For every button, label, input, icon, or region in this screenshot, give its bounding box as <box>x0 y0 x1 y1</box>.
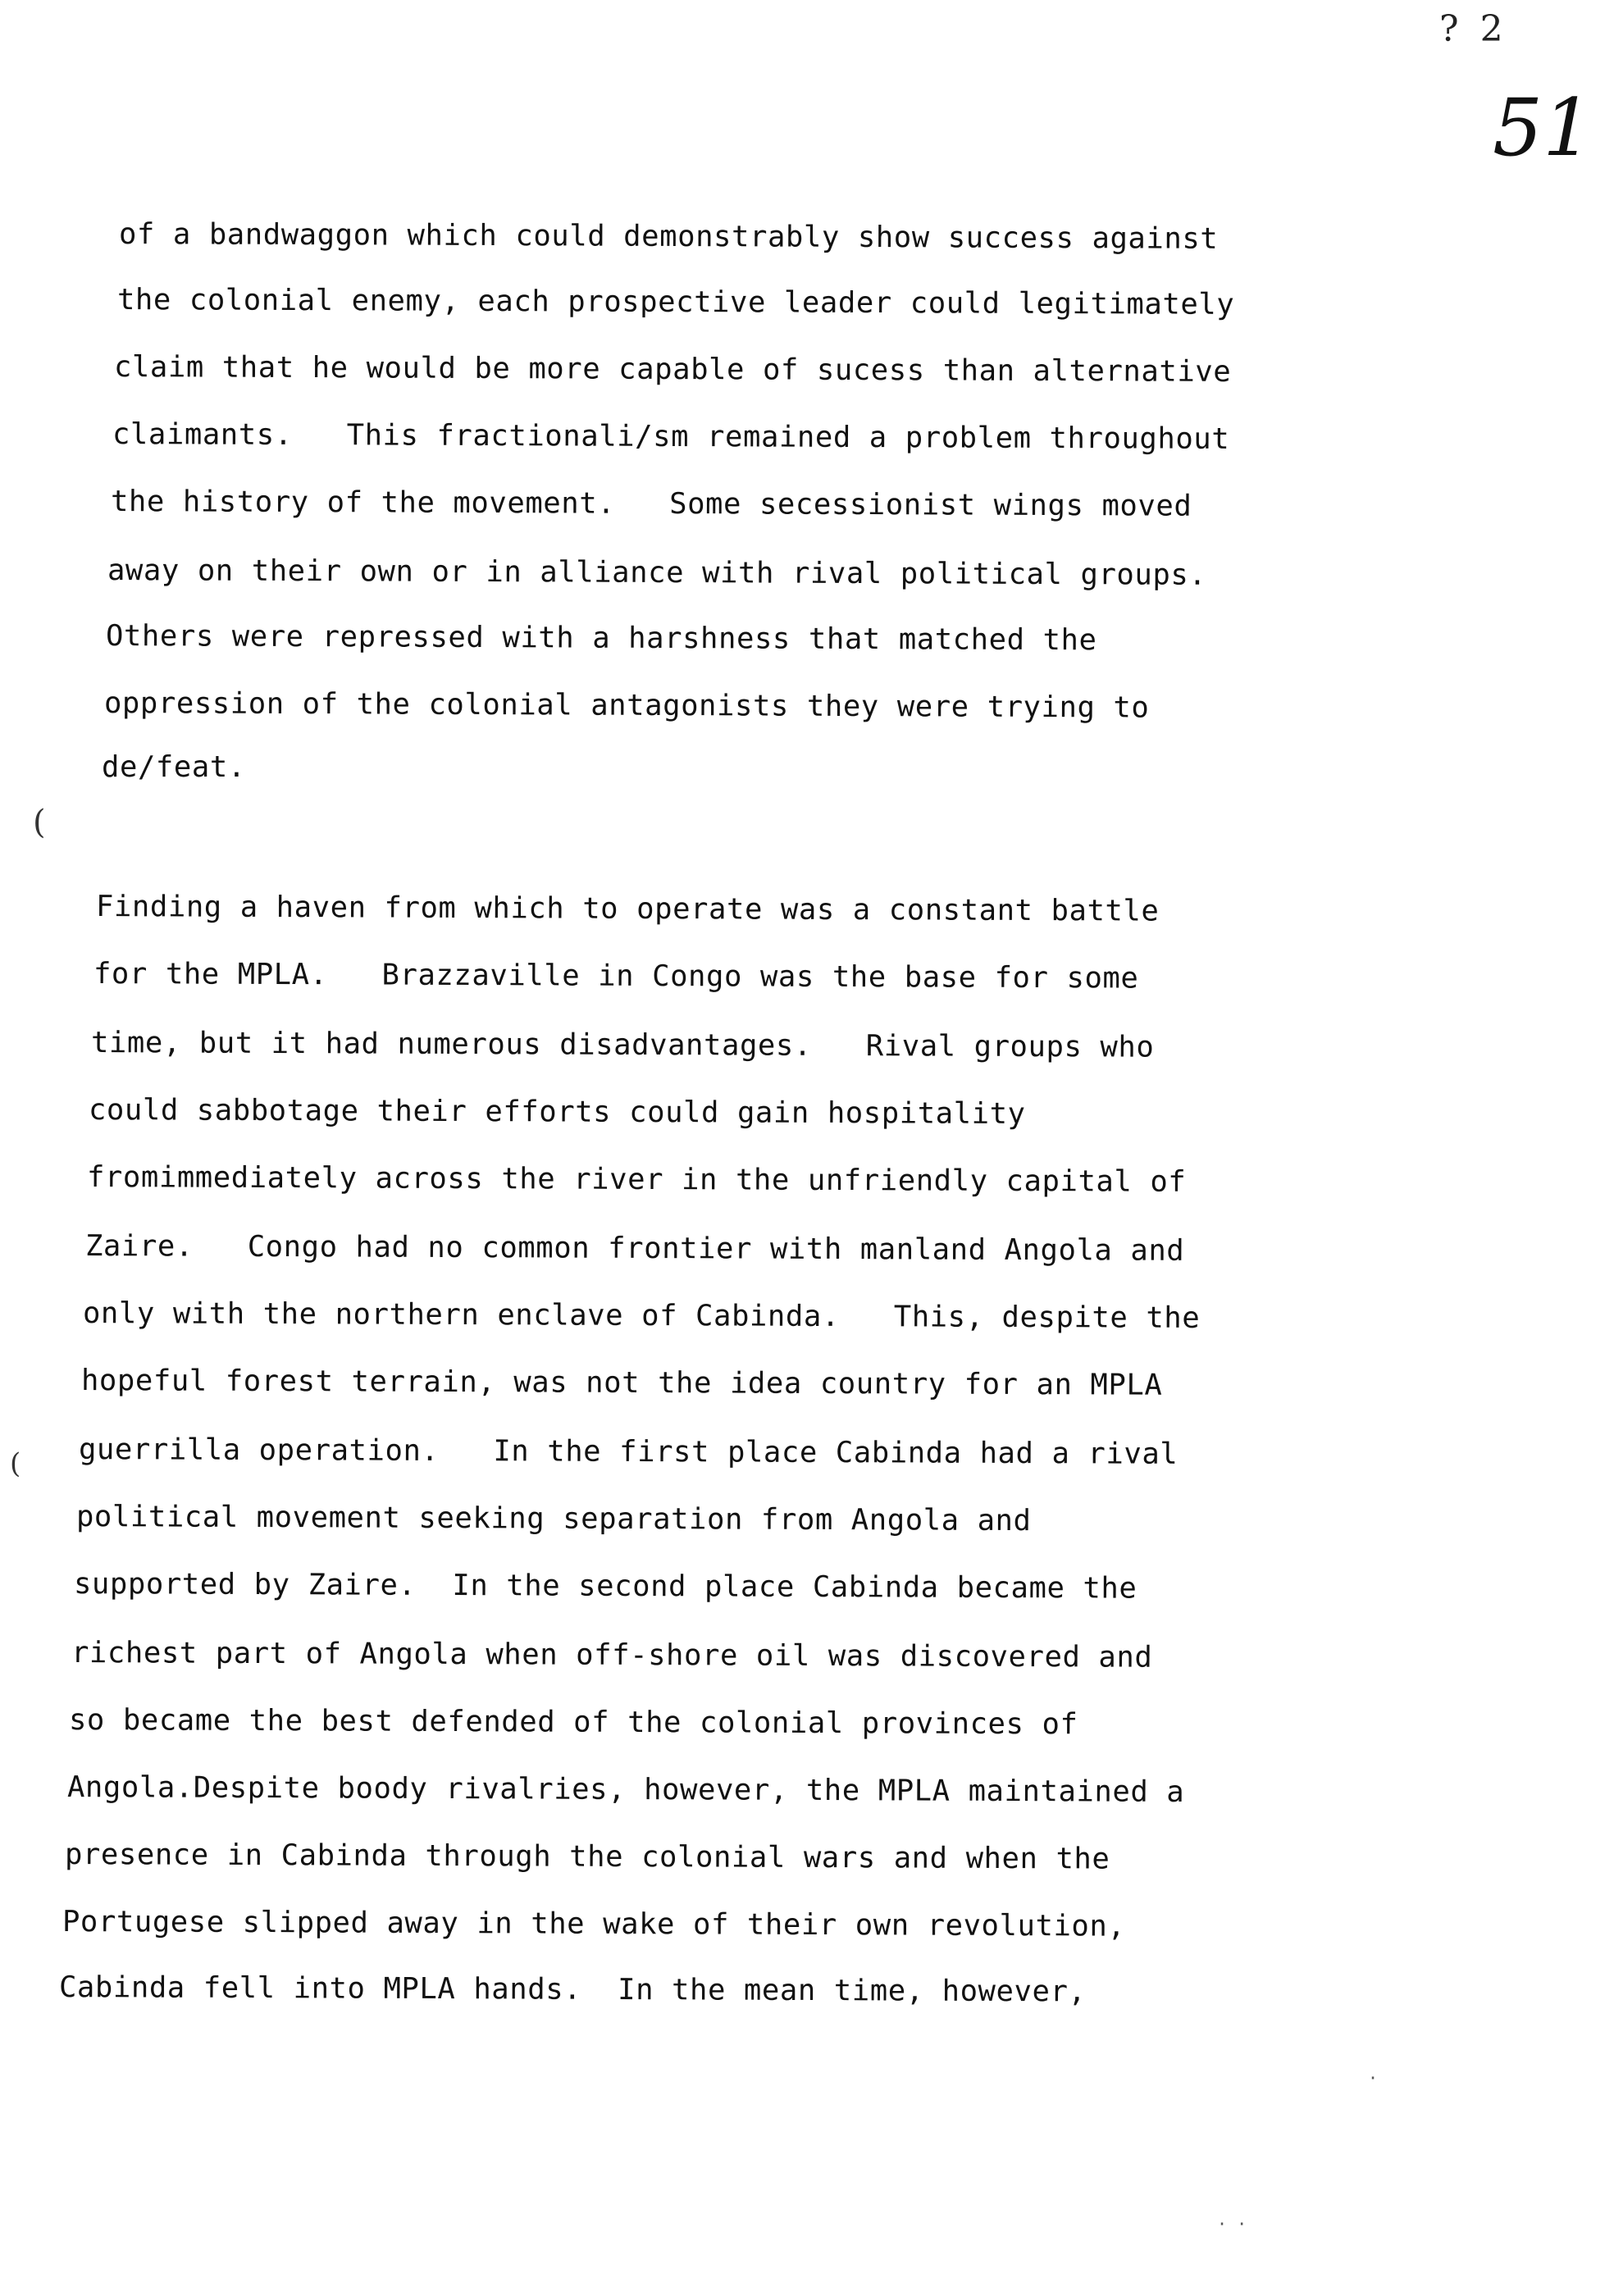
text-line: fromimmediately across the river in the unfriendly capital of <box>86 1160 1187 1199</box>
text-line: de/feat. <box>102 750 246 784</box>
text-line: so became the best defended of the colonial provinces of <box>68 1703 1078 1742</box>
text-line: presence in Cabinda through the colonial wars and when the <box>64 1838 1110 1876</box>
text-line: the colonial enemy, each prospective leader could legitimately <box>116 283 1235 321</box>
text-line: richest part of Angola when off-shore oil was discovered and <box>71 1636 1153 1674</box>
text-line: Zaire. Congo had no common frontier with manland Angola and <box>84 1229 1185 1268</box>
scan-speck: · <box>1368 2068 1379 2088</box>
text-line: of a bandwaggon which could demonstrably show success against <box>118 217 1219 256</box>
text-line: political movement seeking separation from Angola and <box>75 1500 1032 1538</box>
text-line: Angola.Despite boody rivalries, however, the MPLA maintained a <box>66 1770 1185 1809</box>
text-line: Finding a haven from which to operate was a constant battle <box>95 890 1160 928</box>
text-line: Cabinda fell into MPLA hands. In the mean time, however, <box>58 1970 1087 2009</box>
text-line: for the MPLA. Brazzaville in Congo was the base for some <box>93 957 1139 995</box>
margin-bracket-mark: ( <box>33 804 46 841</box>
text-line: supported by Zaire. In the second place Cabinda became the <box>73 1567 1138 1606</box>
handwritten-top-mark: ? 2 <box>1439 8 1508 50</box>
text-line: hopeful forest terrain, was not the idea country for an MPLA <box>80 1364 1163 1402</box>
scan-speck: · · <box>1217 2214 1247 2234</box>
text-line: Portugese slipped away in the wake of their own revolution, <box>62 1905 1126 1943</box>
text-line: claim that he would be more capable of sucess than alternative <box>113 350 1232 389</box>
text-line: only with the northern enclave of Cabinda. This, despite the <box>82 1296 1201 1335</box>
text-line: time, but it had numerous disadvantages. Rival groups who <box>90 1026 1155 1064</box>
margin-bracket-mark: ( <box>10 1447 21 1480</box>
text-line: could sabbotage their efforts could gain hospitality <box>88 1093 1026 1131</box>
text-line: guerrilla operation. In the first place Cabinda had a rival <box>78 1433 1179 1471</box>
text-line: the history of the movement. Some secessionist wings moved <box>110 485 1192 523</box>
text-line: claimants. This fractionali/sm remained a problem throughout <box>112 417 1230 456</box>
text-line: oppression of the colonial antagonists they were trying to <box>103 686 1150 725</box>
text-line: away on their own or in alliance with rival political groups. <box>107 554 1207 592</box>
handwritten-page-number: 51 <box>1493 82 1593 174</box>
text-line: Others were repressed with a harshness that matched the <box>105 619 1097 658</box>
